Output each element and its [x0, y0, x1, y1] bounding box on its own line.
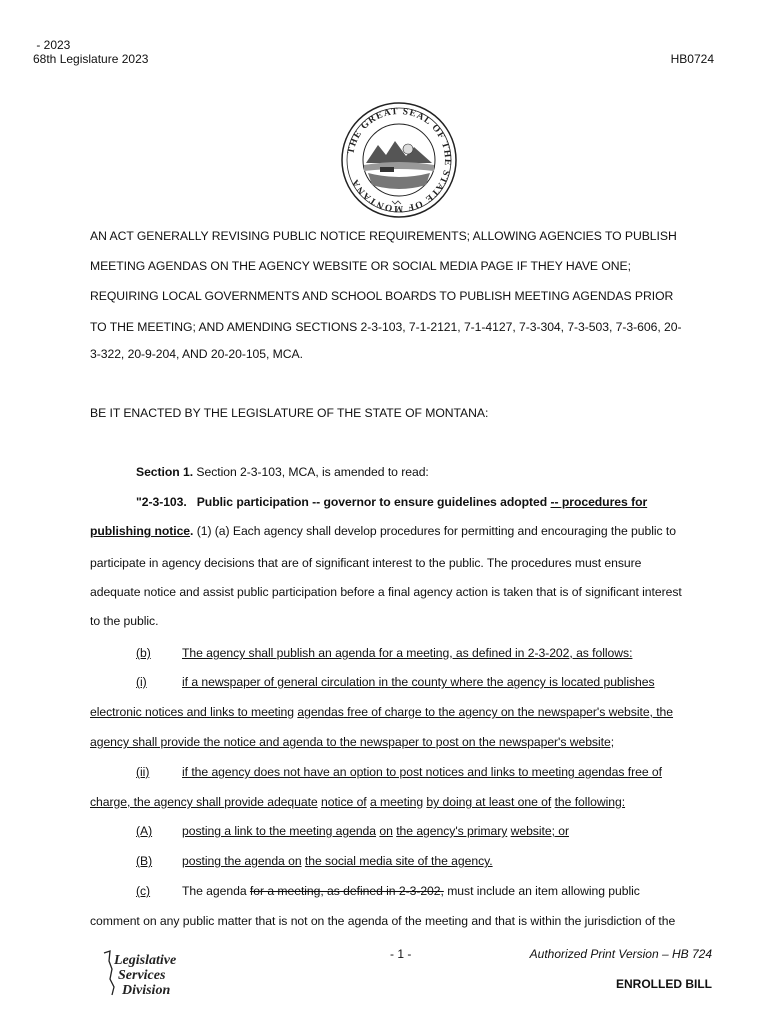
section-heading-text: Section 2-3-103, MCA, is amended to read:: [193, 465, 429, 479]
subsection-i: [136, 675, 655, 689]
catchline: [136, 495, 647, 509]
section-number: Section 1.: [136, 465, 194, 479]
inserted-text: notice of: [321, 795, 367, 809]
inserted-text: if the agency does not have an option to post notices and links to meeting agendas free of: [182, 765, 662, 779]
enrolled-bill-label: ENROLLED BILL: [616, 977, 712, 991]
inserted-text: the following:: [554, 795, 626, 809]
subsection-c: [136, 884, 640, 898]
authorized-print-version: Authorized Print Version – HB 724: [529, 947, 712, 961]
logo-line2: Services: [118, 968, 166, 983]
body-line: [90, 795, 625, 809]
inserted-text: the social media site of the agency.: [304, 854, 493, 868]
catchline-dot: .: [190, 524, 194, 538]
subsection-ii: [136, 765, 662, 779]
inserted-text: agency is located publishes: [503, 675, 655, 689]
inserted-text: electronic notices and links to: [90, 705, 251, 719]
subsection-label: (ii): [136, 765, 150, 779]
legislative-services-logo: [100, 949, 186, 997]
header-legislature: 68th Legislature 2023: [33, 52, 149, 66]
body-line: [90, 705, 673, 719]
header-left: [33, 38, 148, 66]
inserted-text: The agency shall publish an agenda for a meeting, as defined in 2-3-202, as follows:: [182, 646, 633, 660]
body-text: (1) (a) Each agency shall develop procedures for permitting and encouraging the public to: [193, 524, 676, 538]
inserted-text: meeting: [251, 705, 295, 719]
section-heading: [136, 465, 429, 479]
state-seal-icon: [340, 101, 458, 219]
inserted-text: a meeting: [369, 795, 424, 809]
inserted-text: agency shall provide the notice and agenda to the newspaper to post on the newspaper's website;: [90, 735, 615, 749]
enacting-clause: BE IT ENACTED BY THE LEGISLATURE OF THE STATE OF MONTANA:: [90, 406, 489, 420]
logo-line1: Legislative: [114, 953, 177, 968]
title-line: 3-322, 20-9-204, AND 20-20-105, MCA.: [90, 347, 303, 361]
inserted-text: website; or: [510, 824, 569, 838]
inserted-text: the agency's primary: [396, 824, 508, 838]
title-line: TO THE MEETING; AND AMENDING SECTIONS 2-3-103, 7-1-2121, 7-1-4127, 7-3-304, 7-3-503, 7-3-606, 20-: [90, 320, 682, 334]
inserted-text: the: [486, 675, 504, 689]
stricken-text: for a meeting, as defined in 2-3-202,: [249, 884, 444, 898]
inserted-text: posting the agenda on: [182, 854, 302, 868]
subsection-b: [136, 646, 632, 660]
subsection-B: [136, 854, 493, 868]
subsection-label: (B): [136, 854, 153, 868]
inserted-text: posting a link to the meeting agenda: [182, 824, 377, 838]
header-bill-number: HB0724: [670, 52, 714, 66]
subsection-label: (c): [136, 884, 151, 898]
header-year: - 2023: [33, 38, 71, 52]
subsection-label: (i): [136, 675, 147, 689]
title-line: AN ACT GENERALLY REVISING PUBLIC NOTICE REQUIREMENTS; ALLOWING AGENCIES TO PUBLISH: [90, 229, 677, 243]
catchline-insert: publishing notice: [90, 524, 191, 538]
subsection-label: (b): [136, 646, 151, 660]
body-text: The agenda: [182, 884, 250, 898]
inserted-text: charge, the agency shall: [90, 795, 225, 809]
title-line: REQUIRING LOCAL GOVERNMENTS AND SCHOOL BOARDS TO PUBLISH MEETING AGENDAS PRIOR: [90, 289, 674, 303]
subsection-label: (A): [136, 824, 153, 838]
seal-text: THE GREAT SEAL OF THE STATE OF MONTANA: [346, 106, 453, 214]
body-line: comment on any public matter that is not on the agenda of the meeting and that is within the jurisdiction of the: [90, 914, 676, 928]
body-line: [90, 735, 614, 749]
logo-line3: Division: [122, 983, 171, 997]
body-line: to the public.: [90, 614, 159, 628]
catchline-insert: -- procedures for: [550, 495, 648, 509]
inserted-text: if a newspaper of general circulation in the county where: [182, 675, 487, 689]
inserted-text: by doing at least one of: [426, 795, 552, 809]
catchline-text: "2-3-103. Public participation -- governor to ensure guidelines adopted: [136, 495, 551, 509]
inserted-text: free of charge to the agency on the newspaper's website, the: [343, 705, 674, 719]
body-text: must include an item allowing public: [443, 884, 640, 898]
inserted-text: on: [379, 824, 393, 838]
title-line: MEETING AGENDAS ON THE AGENCY WEBSITE OR SOCIAL MEDIA PAGE IF THEY HAVE ONE;: [90, 259, 631, 273]
page-number: - 1 -: [390, 947, 412, 961]
subsection-A: [136, 824, 569, 838]
body-line: participate in agency decisions that are of significant interest to the public. The procedures must ensure: [90, 556, 642, 570]
inserted-text: provide adequate: [224, 795, 318, 809]
inserted-text: agendas: [297, 705, 344, 719]
body-line: [90, 524, 676, 538]
body-line: adequate notice and assist public participation before a final agency action is taken that is of significant interest: [90, 585, 682, 599]
